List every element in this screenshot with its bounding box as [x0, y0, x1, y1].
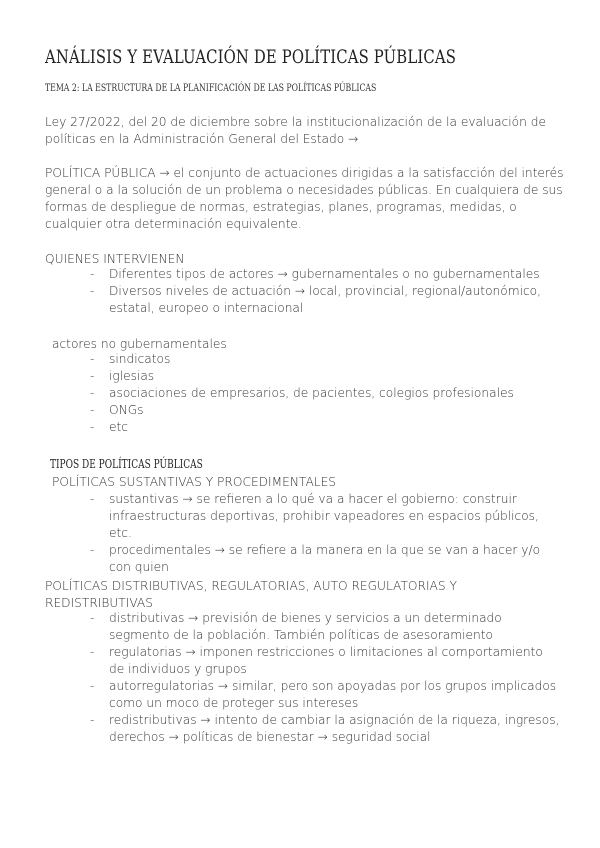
- list-item: - distributivas → previsión de bienes y servicios a un determinado segmento de la población. También políticas de asesoramiento: [90, 610, 560, 644]
- list-item: - Diversos niveles de actuación → local, provincial, regional/autonómico, estatal, europeo o internacional: [90, 283, 560, 317]
- list-item: - sindicatos: [90, 351, 560, 368]
- section-heading-actores: actores no gubernamentales: [52, 337, 227, 351]
- law-paragraph: Ley 27/2022, del 20 de diciembre sobre la institucionalización de la evaluación de políticas en la Administración General del Estado →: [45, 115, 546, 146]
- document-subtitle: TEMA 2: LA ESTRUCTURA DE LA PLANIFICACIÓN DE LAS POLÍTICAS PÚBLICAS: [45, 82, 377, 94]
- list-distributivas: [90, 610, 560, 746]
- list-item: - ONGs: [90, 402, 560, 419]
- list-actores: [90, 351, 560, 436]
- section-heading-sustantivas: POLÍTICAS SUSTANTIVAS Y PROCEDIMENTALES: [52, 475, 337, 489]
- section-heading-tipos: TIPOS DE POLÍTICAS PÚBLICAS: [50, 456, 203, 471]
- list-item: - sustantivas → se refieren a lo qué va a hacer el gobierno: construir infraestructuras deportivas, prohibir vapeadores en espacios públicos, etc.: [90, 491, 560, 542]
- list-item: - Diferentes tipos de actores → gubernamentales o no gubernamentales: [90, 266, 560, 283]
- list-item: - redistributivas → intento de cambiar la asignación de la riqueza, ingresos, derechos → políticas de bienestar → seguridad social: [90, 712, 560, 746]
- list-item: - etc: [90, 419, 560, 436]
- list-item: - iglesias: [90, 368, 560, 385]
- list-item: - procedimentales → se refiere a la manera en la que se van a hacer y/o con quien: [90, 542, 560, 576]
- definition-paragraph: POLÍTICA PÚBLICA → el conjunto de actuaciones dirigidas a la satisfacción del interés general o a la solución de un problema o necesidades públicas. En cualquiera de sus formas de despliegue de normas, estrategias, planes, programas, medidas, o cualquier otra determinación equivalente.: [45, 166, 564, 231]
- section-heading-quienes: QUIENES INTERVIENEN: [45, 252, 185, 266]
- list-quienes: [90, 266, 560, 317]
- document-title: ANÁLISIS Y EVALUACIÓN DE POLÍTICAS PÚBLICAS: [45, 46, 457, 68]
- section-heading-distributivas: POLÍTICAS DISTRIBUTIVAS, REGULATORIAS, AUTO REGULATORIAS Y REDISTRIBUTIVAS: [45, 579, 457, 610]
- list-item: - autorregulatorias → similar, pero son apoyadas por los grupos implicados como un moco de proteger sus intereses: [90, 678, 560, 712]
- list-item: - regulatorias → imponen restricciones o limitaciones al comportamiento de individuos y grupos: [90, 644, 560, 678]
- list-sustantivas: [90, 491, 560, 576]
- list-item: - asociaciones de empresarios, de pacientes, colegios profesionales: [90, 385, 560, 402]
